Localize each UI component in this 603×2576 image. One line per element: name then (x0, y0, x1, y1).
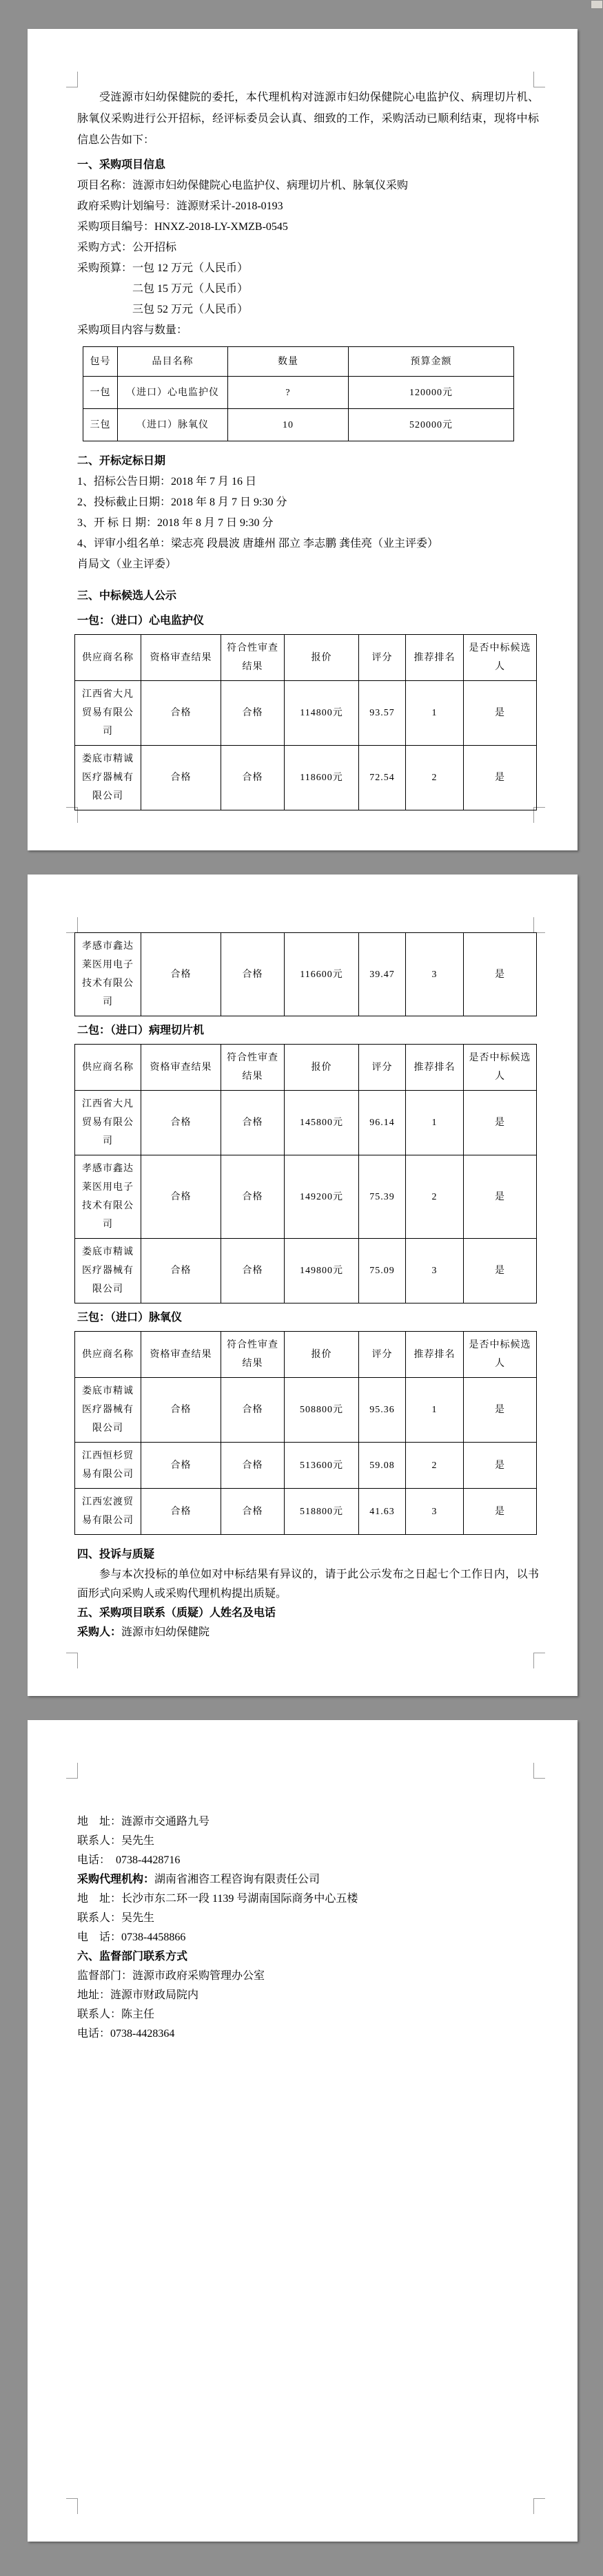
table-cell: 合格 (221, 1489, 285, 1535)
table-cell: 是 (464, 1489, 537, 1535)
table-cell: 合格 (221, 933, 285, 1016)
table-header-row (75, 1332, 537, 1378)
table-row (83, 409, 514, 441)
table-row (75, 681, 537, 746)
table-row (75, 1239, 537, 1303)
section5-heading: 五、采购项目联系（质疑）人姓名及电话 (77, 1607, 276, 1619)
table-cell: 是 (464, 746, 537, 810)
table-cell: ? (228, 377, 349, 409)
table-cell: （进口）心电监护仪 (118, 377, 228, 409)
table-cell: 是 (464, 1443, 537, 1489)
section3-heading: 三、中标候选人公示 (77, 590, 177, 602)
text-line: 三包 52 万元（人民币） (132, 304, 249, 315)
section2-heading: 二、开标定标日期 (77, 455, 166, 467)
table-cell: 是 (464, 1378, 537, 1443)
text-line: 4、评审小组名单：梁志亮 段晨波 唐雄州 邵立 李志鹏 龚佳亮（业主评委） (77, 538, 439, 549)
table-cell: 是 (464, 1155, 537, 1239)
text-line: 地址：涟源市财政局院内 (77, 1989, 199, 2001)
table-cell: 是 (464, 1091, 537, 1155)
table-header-cell: 符合性审查结果 (221, 635, 285, 681)
table-cell: 合格 (141, 1091, 221, 1155)
table-header-cell: 品目名称 (118, 347, 228, 377)
margin-crop-mark (66, 1653, 78, 1668)
table-cell: 2 (406, 1443, 464, 1489)
section6-heading: 六、监督部门联系方式 (77, 1951, 188, 1962)
margin-crop-mark (533, 2498, 545, 2514)
table-cell: 3 (406, 933, 464, 1016)
table-cell: 合格 (221, 1443, 285, 1489)
text-line: 采购方式：公开招标 (77, 242, 177, 253)
table-cell: 72.54 (359, 746, 406, 810)
text-line: 联系人：吴先生 (77, 1835, 155, 1847)
intro-paragraph: 受涟源市妇幼保健院的委托，本代理机构对涟源市妇幼保健院心电监护仪、病理切片机、脉氧仪采购进行公开招标，经评标委员会认真、细致的工作，采购活动已顺利结束，现将中标信息公告如下： (77, 92, 539, 146)
table-row (75, 933, 537, 1016)
text-line: 项目名称：涟源市妇幼保健院心电监护仪、病理切片机、脉氧仪采购 (77, 180, 409, 191)
table-cell: 75.39 (359, 1155, 406, 1239)
table-header-cell: 推荐排名 (406, 1332, 464, 1378)
date-lines (77, 472, 539, 575)
table-cell: 合格 (141, 1489, 221, 1535)
margin-crop-mark (533, 1763, 545, 1779)
table-cell: 合格 (141, 1239, 221, 1303)
table-header-cell: 评分 (359, 1332, 406, 1378)
table-cell: 1 (406, 1378, 464, 1443)
table-header-cell: 供应商名称 (75, 1045, 141, 1091)
text-line: 政府采购计划编号：涟源财采计-2018-0193 (77, 200, 283, 212)
agency-name: 湖南省湘咨工程咨询有限责任公司 (154, 1874, 320, 1885)
items-intro-line: 采购项目内容与数量： (77, 324, 188, 336)
table-cell: 114800元 (285, 681, 359, 746)
table-header-cell: 报价 (285, 1045, 359, 1091)
text-line: 电话： 0738-4428716 (77, 1854, 181, 1866)
table-cell: 合格 (141, 1443, 221, 1489)
margin-crop-mark (66, 917, 78, 933)
text-line: 地 址：长沙市东二环一段 1139 号湖南国际商务中心五楼 (77, 1893, 358, 1905)
supervisor-contact-lines (77, 1967, 539, 2044)
text-line: 电 话：0738-4458866 (77, 1931, 186, 1943)
lot1-title: 一包：（进口）心电监护仪 (77, 615, 205, 627)
table-header-cell: 推荐排名 (406, 635, 464, 681)
table-header-cell: 符合性审查结果 (221, 1045, 285, 1091)
margin-crop-mark (66, 1763, 78, 1779)
table-cell: 江西恒杉贸易有限公司 (75, 1443, 141, 1489)
page3-content (77, 1778, 539, 2044)
agency-label: 采购代理机构： (77, 1874, 155, 1885)
table-row (75, 1443, 537, 1489)
table-header-cell: 资格审查结果 (141, 1045, 221, 1091)
text-line: 电话：0738-4428364 (77, 2028, 175, 2040)
table-cell: 1 (406, 681, 464, 746)
table-cell: 合格 (141, 681, 221, 746)
table-cell: 508800元 (285, 1378, 359, 1443)
table-cell: 合格 (221, 681, 285, 746)
table-cell: 41.63 (359, 1489, 406, 1535)
table-cell: 合格 (141, 1378, 221, 1443)
table-cell: （进口）脉氧仪 (118, 409, 228, 441)
table-header-cell: 评分 (359, 635, 406, 681)
table-cell: 是 (464, 933, 537, 1016)
purchaser-name: 涟源市妇幼保健院 (121, 1626, 210, 1638)
table-cell: 513600元 (285, 1443, 359, 1489)
table-cell: 116600元 (285, 933, 359, 1016)
table-header-cell: 供应商名称 (75, 1332, 141, 1378)
text-line: 肖局文（业主评委） (77, 558, 177, 570)
page2-content (77, 932, 539, 1642)
table-cell: 1 (406, 1091, 464, 1155)
table-cell: 合格 (141, 746, 221, 810)
purchaser-contact-lines (77, 1812, 539, 1870)
table-cell: 93.57 (359, 681, 406, 746)
project-info-lines (77, 176, 539, 279)
table-header-cell: 包号 (83, 347, 118, 377)
margin-crop-mark (66, 72, 78, 87)
lot1-bid-table (74, 634, 537, 810)
table-header-cell: 报价 (285, 635, 359, 681)
table-row (75, 1489, 537, 1535)
table-cell: 合格 (221, 1155, 285, 1239)
table-header-cell: 符合性审查结果 (221, 1332, 285, 1378)
table-cell: 娄底市精诚医疗器械有限公司 (75, 1239, 141, 1303)
table-cell: 149200元 (285, 1155, 359, 1239)
table-cell: 合格 (221, 1378, 285, 1443)
text-line: 2、投标截止日期：2018 年 8 月 7 日 9:30 分 (77, 496, 287, 508)
table-cell: 95.36 (359, 1378, 406, 1443)
table-header-cell: 资格审查结果 (141, 1332, 221, 1378)
table-cell: 96.14 (359, 1091, 406, 1155)
table-cell: 娄底市精诚医疗器械有限公司 (75, 746, 141, 810)
table-header-cell: 是否中标候选人 (464, 1332, 537, 1378)
table-cell: 118600元 (285, 746, 359, 810)
table-header-row (75, 1045, 537, 1091)
table-row (75, 746, 537, 810)
text-line: 1、招标公告日期：2018 年 7 月 16 日 (77, 476, 257, 488)
table-header-cell: 数量 (228, 347, 349, 377)
table-cell: 520000元 (349, 409, 514, 441)
table-cell: 145800元 (285, 1091, 359, 1155)
table-header-row (75, 635, 537, 681)
margin-crop-mark (533, 72, 545, 87)
table-cell: 518800元 (285, 1489, 359, 1535)
table-cell: 娄底市精诚医疗器械有限公司 (75, 1378, 141, 1443)
table-cell: 一包 (83, 377, 118, 409)
margin-crop-mark (66, 2498, 78, 2514)
table-row (75, 1378, 537, 1443)
text-line: 地 址：涟源市交通路九号 (77, 1816, 210, 1828)
text-line: 采购项目编号：HNXZ-2018-LY-XMZB-0545 (77, 221, 288, 233)
table-header-cell: 是否中标候选人 (464, 1045, 537, 1091)
lot2-bid-table (74, 1044, 537, 1303)
complaint-paragraph: 参与本次投标的单位如对中标结果有异议的，请于此公示发布之日起七个工作日内，以书面形式向采购人或采购代理机构提出质疑。 (77, 1569, 539, 1600)
table-cell: 2 (406, 746, 464, 810)
purchaser-line (77, 1623, 539, 1642)
table-cell: 39.47 (359, 933, 406, 1016)
table-cell: 是 (464, 681, 537, 746)
lot1-bid-table-continuation (74, 932, 537, 1016)
table-cell: 合格 (141, 1155, 221, 1239)
table-cell: 合格 (221, 746, 285, 810)
table-row (83, 377, 514, 409)
table-cell: 江西省大凡贸易有限公司 (75, 1091, 141, 1155)
table-header-cell: 预算金额 (349, 347, 514, 377)
table-header-cell: 资格审查结果 (141, 635, 221, 681)
margin-crop-mark (533, 917, 545, 933)
table-cell: 三包 (83, 409, 118, 441)
agency-contact-lines (77, 1889, 539, 1947)
scrollbar-thumb[interactable] (591, 0, 603, 9)
table-cell: 75.09 (359, 1239, 406, 1303)
table-header-cell: 是否中标候选人 (464, 635, 537, 681)
document-page-2 (28, 875, 578, 1696)
lot3-bid-table (74, 1331, 537, 1535)
document-page-3 (28, 1720, 578, 2542)
table-cell: 2 (406, 1155, 464, 1239)
procurement-items-table (83, 346, 514, 441)
table-cell: 江西宏渡贸易有限公司 (75, 1489, 141, 1535)
table-cell: 孝感市鑫达莱医用电子技术有限公司 (75, 1155, 141, 1239)
lot3-title: 三包：（进口）脉氧仪 (77, 1312, 183, 1323)
table-header-row (83, 347, 514, 377)
table-cell: 10 (228, 409, 349, 441)
section4-heading: 四、投诉与质疑 (77, 1549, 155, 1560)
table-cell: 3 (406, 1489, 464, 1535)
table-cell: 149800元 (285, 1239, 359, 1303)
table-cell: 59.08 (359, 1443, 406, 1489)
text-line: 3、开 标 日 期：2018 年 8 月 7 日 9:30 分 (77, 517, 274, 529)
text-line: 联系人：吴先生 (77, 1912, 155, 1924)
table-cell: 合格 (221, 1239, 285, 1303)
text-line: 联系人：陈主任 (77, 2009, 155, 2020)
lot2-title: 二包：（进口）病理切片机 (77, 1025, 205, 1036)
table-row (75, 1091, 537, 1155)
table-cell: 120000元 (349, 377, 514, 409)
table-cell: 合格 (221, 1091, 285, 1155)
table-header-cell: 评分 (359, 1045, 406, 1091)
text-line: 采购预算：一包 12 万元（人民币） (77, 262, 249, 274)
budget-continuation-lines (77, 279, 539, 320)
section1-heading: 一、采购项目信息 (77, 159, 166, 171)
page1-content (77, 87, 539, 815)
table-cell: 江西省大凡贸易有限公司 (75, 681, 141, 746)
table-cell: 合格 (141, 933, 221, 1016)
table-header-cell: 报价 (285, 1332, 359, 1378)
table-header-cell: 推荐排名 (406, 1045, 464, 1091)
purchaser-label: 采购人： (77, 1626, 122, 1638)
agency-line (77, 1870, 539, 1889)
text-line: 二包 15 万元（人民币） (132, 283, 249, 295)
table-row (75, 1155, 537, 1239)
table-cell: 是 (464, 1239, 537, 1303)
table-cell: 孝感市鑫达莱医用电子技术有限公司 (75, 933, 141, 1016)
table-header-cell: 供应商名称 (75, 635, 141, 681)
margin-crop-mark (533, 1653, 545, 1668)
table-cell: 3 (406, 1239, 464, 1303)
document-page-1 (28, 29, 578, 850)
text-line: 监督部门：涟源市政府采购管理办公室 (77, 1970, 265, 1982)
